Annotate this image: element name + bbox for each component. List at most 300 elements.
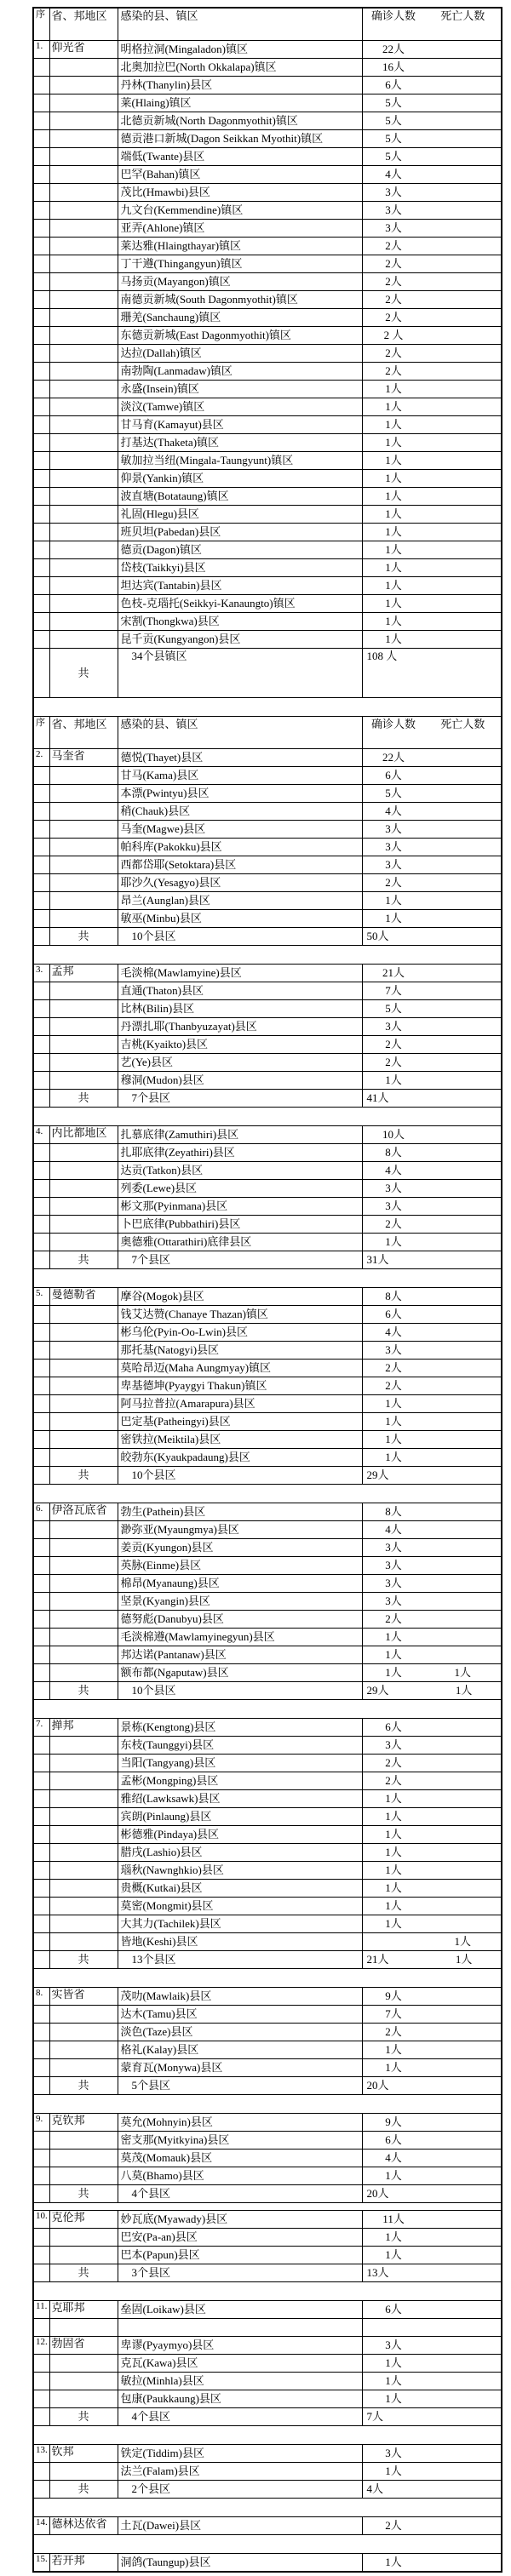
table-row xyxy=(33,1072,502,1090)
numbers-cell xyxy=(362,1593,502,1611)
deaths-value xyxy=(425,1308,501,1321)
area-cell: 皆地(Keshi)县区 xyxy=(118,1933,362,1951)
seq-cell xyxy=(33,1611,49,1629)
confirmed-value: 5人 xyxy=(385,150,402,163)
deaths-value xyxy=(425,543,501,557)
area-cell: 那托基(Natogyi)县区 xyxy=(118,1342,362,1360)
region-cell: 仰光省 xyxy=(49,41,118,59)
numbers-cell xyxy=(362,184,502,202)
table-row xyxy=(33,112,502,130)
seq-cell xyxy=(33,1467,49,1485)
area-cell: 宋割(Thongkwa)县区 xyxy=(118,613,362,631)
col-header-area: 感染的县、镇区 xyxy=(118,717,362,749)
area-cell: 甘马育(Kamayut)县区 xyxy=(118,416,362,434)
area-cell: 格礼(Kalay)县区 xyxy=(118,2041,362,2059)
table-row xyxy=(33,148,502,166)
deaths-value xyxy=(425,186,501,199)
seq-cell xyxy=(33,2481,49,2499)
deaths-value xyxy=(425,1828,501,1841)
area-cell: 妙瓦底(Myawady)县区 xyxy=(118,2211,362,2229)
total-area-cell: 5个县区 xyxy=(118,2077,362,2095)
total-confirmed-value: 21人 xyxy=(366,1953,389,1966)
seq-cell: 10. xyxy=(33,2211,49,2229)
numbers-cell xyxy=(362,8,502,41)
seq-cell xyxy=(33,506,49,524)
confirmed-value: 1人 xyxy=(385,912,402,925)
col-header-region: 省、邦地区 xyxy=(49,717,118,749)
area-cell: 德贡港口新城(Dagon Seikkan Myothit)镇区 xyxy=(118,130,362,148)
section-separator-cell xyxy=(33,2535,502,2554)
confirmed-value: 6人 xyxy=(385,2303,402,2316)
total-area-cell: 3个县区 xyxy=(118,2264,362,2282)
numbers-cell xyxy=(362,874,502,892)
confirmed-value: 1人 xyxy=(385,1666,402,1680)
numbers-cell xyxy=(362,1000,502,1018)
numbers-cell xyxy=(362,273,502,291)
deaths-value xyxy=(425,894,501,907)
numbers-cell xyxy=(362,541,502,559)
region-cell xyxy=(49,2006,118,2024)
numbers-cell xyxy=(362,1646,502,1664)
seq-cell xyxy=(33,1377,49,1395)
region-cell xyxy=(49,1360,118,1377)
confirmed-value: 2人 xyxy=(385,275,402,289)
area-cell: 坦达宾(Tantabin)县区 xyxy=(118,577,362,595)
region-cell: 内比都地区 xyxy=(49,1126,118,1144)
numbers-cell xyxy=(362,2229,502,2247)
table-row xyxy=(33,2167,502,2185)
area-cell: 达木(Tamu)县区 xyxy=(118,2006,362,2024)
numbers-cell xyxy=(362,2554,502,2573)
table-row xyxy=(33,2517,502,2535)
deaths-value xyxy=(425,1343,501,1357)
area-cell: 莫允(Mohnyin)县区 xyxy=(118,2114,362,2132)
table-row xyxy=(33,1719,502,1737)
numbers-cell xyxy=(362,2059,502,2077)
total-area-cell: 4个县区 xyxy=(118,2185,362,2203)
deaths-value xyxy=(425,329,501,342)
numbers-cell xyxy=(362,2373,502,2390)
table-row xyxy=(33,1180,502,1198)
region-cell xyxy=(49,856,118,874)
total-row xyxy=(33,649,502,698)
area-cell: 亚弄(Ahlone)镇区 xyxy=(118,220,362,238)
deaths-value xyxy=(425,2374,501,2388)
region-cell xyxy=(49,1216,118,1234)
numbers-cell xyxy=(362,148,502,166)
numbers-cell xyxy=(362,2355,502,2373)
area-cell: 巴罕(Bahan)镇区 xyxy=(118,166,362,184)
region-cell xyxy=(49,1898,118,1915)
area-cell: 北奥加拉巴(North Okkalapa)镇区 xyxy=(118,59,362,77)
region-cell xyxy=(49,1018,118,1036)
confirmed-value: 21人 xyxy=(382,966,405,980)
confirmed-value: 8人 xyxy=(385,1290,402,1303)
confirmed-value: 3人 xyxy=(385,1343,402,1357)
deaths-value: 1人 xyxy=(454,1666,472,1680)
total-area-cell: 2个县区 xyxy=(118,2481,362,2499)
area-cell: 淡汶(Tamwe)镇区 xyxy=(118,398,362,416)
confirmed-value: 2人 xyxy=(385,1038,402,1051)
deaths-value xyxy=(425,1577,501,1590)
table-row xyxy=(33,1324,502,1342)
seq-cell xyxy=(33,2132,49,2150)
deaths-value xyxy=(425,1612,501,1626)
confirmed-value: 1人 xyxy=(385,2230,402,2244)
total-confirmed-value: 31人 xyxy=(366,1253,389,1267)
area-cell: 彬德雅(Pindaya)县区 xyxy=(118,1826,362,1844)
numbers-cell xyxy=(362,839,502,856)
numbers-cell xyxy=(362,130,502,148)
region-cell xyxy=(49,2355,118,2373)
confirmed-value: 1人 xyxy=(385,1415,402,1428)
area-cell: 波直塘(Botataung)镇区 xyxy=(118,488,362,506)
area-cell: 宾朗(Pinlaung)县区 xyxy=(118,1808,362,1826)
seq-cell xyxy=(33,1539,49,1557)
area-cell: 班贝坦(Pabedan)县区 xyxy=(118,524,362,541)
deaths-value xyxy=(425,822,501,836)
seq-cell xyxy=(33,416,49,434)
region-cell xyxy=(49,434,118,452)
confirmed-value: 2人 xyxy=(385,293,402,306)
deaths-value xyxy=(425,1290,501,1303)
seq-cell: 5. xyxy=(33,1288,49,1306)
seq-cell xyxy=(33,1180,49,1198)
total-label-cell: 共 xyxy=(49,1951,118,1969)
section-separator-cell xyxy=(33,1485,502,1503)
section-separator-cell xyxy=(33,1269,502,1288)
seq-cell xyxy=(33,112,49,130)
numbers-cell xyxy=(362,220,502,238)
area-cell: 莱(Hlaing)镇区 xyxy=(118,94,362,112)
seq-cell xyxy=(33,1880,49,1898)
deaths-value xyxy=(425,1073,501,1087)
region-cell xyxy=(49,398,118,416)
total-confirmed-value: 108 人 xyxy=(366,650,398,662)
numbers-cell xyxy=(362,892,502,910)
area-cell: 毛淡棉遵(Mawlamyinegyun)县区 xyxy=(118,1629,362,1646)
deaths-value xyxy=(425,2115,501,2129)
deaths-value xyxy=(425,1002,501,1016)
region-cell xyxy=(49,1629,118,1646)
region-cell xyxy=(49,874,118,892)
area-cell: 礼固(Hlegu)县区 xyxy=(118,506,362,524)
confirmed-value: 3人 xyxy=(385,1020,402,1033)
numbers-cell xyxy=(362,398,502,416)
confirmed-value: 2人 xyxy=(385,346,402,360)
region-cell xyxy=(49,1306,118,1324)
area-cell: 莫茂(Momauk)县区 xyxy=(118,2150,362,2167)
numbers-cell xyxy=(362,1342,502,1360)
region-cell xyxy=(49,220,118,238)
region-cell: 克耶邦 xyxy=(49,2301,118,2319)
numbers-cell xyxy=(362,2247,502,2264)
area-cell: 列委(Lewe)县区 xyxy=(118,1180,362,1198)
seq-cell xyxy=(33,1575,49,1593)
region-cell xyxy=(49,1844,118,1862)
section-separator xyxy=(33,2203,502,2211)
area-cell: 英脉(Einme)县区 xyxy=(118,1557,362,1575)
table-row xyxy=(33,1342,502,1360)
table-row xyxy=(33,1288,502,1306)
area-cell: 德贡(Dagon)镇区 xyxy=(118,541,362,559)
confirmed-value: 4人 xyxy=(385,1325,402,1339)
deaths-value xyxy=(425,2303,501,2316)
numbers-cell xyxy=(362,856,502,874)
deaths-value xyxy=(425,1379,501,1393)
region-cell xyxy=(49,1342,118,1360)
area-cell: 洞鸽(Taungup)县区 xyxy=(118,2554,362,2573)
seq-cell xyxy=(33,1449,49,1467)
section-separator-cell xyxy=(33,2426,502,2445)
deaths-value xyxy=(425,2061,501,2075)
section-separator xyxy=(33,1108,502,1126)
area-cell: 卑基德坤(Pyaygyi Thakun)镇区 xyxy=(118,1377,362,1395)
area-cell: 比林(Bilin)县区 xyxy=(118,1000,362,1018)
area-cell: 仰景(Yankin)镇区 xyxy=(118,470,362,488)
section-separator-cell xyxy=(33,2095,502,2114)
numbers-cell xyxy=(362,559,502,577)
deaths-value xyxy=(425,2043,501,2057)
section-separator xyxy=(33,1969,502,1988)
numbers-cell xyxy=(362,1306,502,1324)
table-row xyxy=(33,1915,502,1933)
total-area-cell: 10个县区 xyxy=(118,1682,362,1700)
deaths-value xyxy=(425,2230,501,2244)
deaths-value xyxy=(425,804,501,818)
area-cell: 吉桃(Kyaikto)县区 xyxy=(118,1036,362,1054)
region-cell xyxy=(49,327,118,345)
table-row xyxy=(33,398,502,416)
area-cell: 穆洞(Mudon)县区 xyxy=(118,1072,362,1090)
total-row xyxy=(33,2264,502,2282)
table-row xyxy=(33,2059,502,2077)
numbers-cell xyxy=(362,1880,502,1898)
section-separator-cell xyxy=(33,2203,502,2211)
seq-cell xyxy=(33,2264,49,2282)
total-deaths-value: 1人 xyxy=(455,1684,473,1697)
area-cell: 敏拉(Minhla)县区 xyxy=(118,2373,362,2390)
table-row xyxy=(33,1036,502,1054)
numbers-cell xyxy=(362,345,502,363)
total-area-cell: 34个县镇区 xyxy=(118,649,362,698)
region-cell xyxy=(49,291,118,309)
seq-cell xyxy=(33,982,49,1000)
confirmed-value: 1人 xyxy=(385,894,402,907)
confirmed-value: 1人 xyxy=(385,436,402,449)
deaths-value xyxy=(425,769,501,782)
section-separator xyxy=(33,2426,502,2445)
numbers-cell xyxy=(362,112,502,130)
region-cell xyxy=(49,77,118,94)
table-row xyxy=(33,2229,502,2247)
region-cell xyxy=(49,524,118,541)
seq-cell xyxy=(33,1360,49,1377)
table-row xyxy=(33,1521,502,1539)
area-cell: 马扬贡(Mayangon)镇区 xyxy=(118,273,362,291)
area-cell: 珊羌(Sanchaung)镇区 xyxy=(118,309,362,327)
seq-cell xyxy=(33,1342,49,1360)
table-row xyxy=(33,1593,502,1611)
confirmed-value: 5人 xyxy=(385,787,402,800)
area-cell: 垒固(Loikaw)县区 xyxy=(118,2301,362,2319)
deaths-value xyxy=(425,2356,501,2370)
confirmed-value: 1人 xyxy=(385,507,402,521)
confirmed-value: 4人 xyxy=(385,2151,402,2165)
header-row xyxy=(33,8,502,41)
total-deaths-value xyxy=(427,2266,501,2280)
deaths-value xyxy=(425,2133,501,2147)
table-row xyxy=(33,1449,502,1467)
confirmed-value: 1人 xyxy=(385,2043,402,2057)
total-deaths-value xyxy=(427,2187,501,2201)
numbers-cell xyxy=(362,202,502,220)
area-cell: 稍(Chauk)县区 xyxy=(118,803,362,821)
table-row xyxy=(33,2041,502,2059)
table-row xyxy=(33,220,502,238)
numbers-cell xyxy=(362,1413,502,1431)
confirmed-value: 2人 xyxy=(385,1056,402,1069)
numbers-cell xyxy=(362,1018,502,1036)
deaths-value xyxy=(425,1505,501,1519)
table-row xyxy=(33,1646,502,1664)
seq-cell: 6. xyxy=(33,1503,49,1521)
region-cell xyxy=(49,1790,118,1808)
total-label-cell: 共 xyxy=(49,1682,118,1700)
table-row xyxy=(33,785,502,803)
region-cell xyxy=(49,1198,118,1216)
confirmed-value: 3人 xyxy=(385,203,402,217)
region-cell: 曼德勒省 xyxy=(49,1288,118,1306)
deaths-value xyxy=(425,1541,501,1554)
seq-cell xyxy=(33,1054,49,1072)
numbers-cell xyxy=(362,2301,502,2319)
deaths-value: 死亡人数 xyxy=(440,718,485,730)
seq-cell xyxy=(33,595,49,613)
deaths-value xyxy=(425,561,501,575)
total-confirmed-value: 13人 xyxy=(366,2266,389,2280)
region-cell xyxy=(49,148,118,166)
table-row xyxy=(33,2006,502,2024)
deaths-value xyxy=(425,615,501,628)
deaths-value xyxy=(425,346,501,360)
total-confirmed-value: 50人 xyxy=(366,930,389,943)
total-deaths-value xyxy=(427,2079,501,2092)
table-row xyxy=(33,2390,502,2408)
confirmed-value: 1人 xyxy=(385,472,402,485)
region-cell xyxy=(49,2150,118,2167)
seq-cell xyxy=(33,238,49,255)
numbers-cell xyxy=(362,1988,502,2006)
region-cell xyxy=(49,1324,118,1342)
deaths-value xyxy=(425,912,501,925)
table-row xyxy=(33,1664,502,1682)
table-row xyxy=(33,2132,502,2150)
area-cell: 甘马(Kama)县区 xyxy=(118,767,362,785)
table-row xyxy=(33,1306,502,1324)
seq-cell xyxy=(33,541,49,559)
seq-cell xyxy=(33,327,49,345)
table-row xyxy=(33,1862,502,1880)
seq-cell xyxy=(33,2247,49,2264)
confirmed-value: 3人 xyxy=(385,1182,402,1195)
seq-cell xyxy=(33,309,49,327)
table-row xyxy=(33,1539,502,1557)
total-confirmed-value: 20人 xyxy=(366,2187,389,2201)
deaths-value xyxy=(425,787,501,800)
deaths-value xyxy=(425,1451,501,1464)
deaths-value xyxy=(425,597,501,610)
confirmed-value: 2人 xyxy=(385,364,402,378)
confirmed-value: 1人 xyxy=(385,1451,402,1464)
table-row xyxy=(33,2301,502,2319)
confirmed-value: 5人 xyxy=(385,114,402,128)
confirmed-value: 3人 xyxy=(385,1559,402,1572)
table-row xyxy=(33,892,502,910)
seq-cell xyxy=(33,803,49,821)
confirmed-value: 3人 xyxy=(385,858,402,872)
section-separator xyxy=(33,946,502,965)
deaths-value: 死亡人数 xyxy=(440,9,485,22)
table-row xyxy=(33,94,502,112)
numbers-cell xyxy=(362,363,502,381)
confirmed-value: 3人 xyxy=(385,1577,402,1590)
numbers-cell xyxy=(362,1629,502,1646)
table-row xyxy=(33,2554,502,2573)
confirmed-value: 1人 xyxy=(385,2464,402,2478)
numbers-cell xyxy=(362,1467,502,1485)
region-cell xyxy=(49,803,118,821)
table-row xyxy=(33,541,502,559)
confirmed-value: 1人 xyxy=(385,1433,402,1446)
region-cell xyxy=(49,1880,118,1898)
total-label-cell: 共 xyxy=(49,2185,118,2203)
seq-cell: 4. xyxy=(33,1126,49,1144)
numbers-cell xyxy=(362,1054,502,1072)
confirmed-value: 6人 xyxy=(385,1720,402,1734)
confirmed-value: 6人 xyxy=(385,1308,402,1321)
total-row xyxy=(33,1467,502,1485)
deaths-value xyxy=(425,1433,501,1446)
confirmed-value: 1人 xyxy=(385,1881,402,1895)
confirmed-value: 1人 xyxy=(385,2374,402,2388)
region-cell xyxy=(49,1826,118,1844)
deaths-value xyxy=(425,2447,501,2460)
table-row xyxy=(33,363,502,381)
deaths-value xyxy=(425,1415,501,1428)
area-cell: 马奎(Magwe)县区 xyxy=(118,821,362,839)
region-cell xyxy=(49,1431,118,1449)
confirmed-value: 2人 xyxy=(385,2025,402,2039)
region-cell xyxy=(49,470,118,488)
deaths-value xyxy=(425,1917,501,1931)
area-cell: 坚景(Kyangin)县区 xyxy=(118,1593,362,1611)
confirmed-value: 3人 xyxy=(385,840,402,854)
region-cell: 马奎省 xyxy=(49,749,118,767)
numbers-cell xyxy=(362,649,502,698)
seq-cell xyxy=(33,2167,49,2185)
seq-cell xyxy=(33,1862,49,1880)
col-header-region: 省、邦地区 xyxy=(49,8,118,41)
numbers-cell xyxy=(362,2150,502,2167)
deaths-value xyxy=(425,1559,501,1572)
table-row xyxy=(33,595,502,613)
numbers-cell xyxy=(362,2024,502,2041)
numbers-cell xyxy=(362,1521,502,1539)
total-confirmed-value: 20人 xyxy=(366,2079,389,2092)
region-cell xyxy=(49,1593,118,1611)
table-row xyxy=(33,166,502,184)
